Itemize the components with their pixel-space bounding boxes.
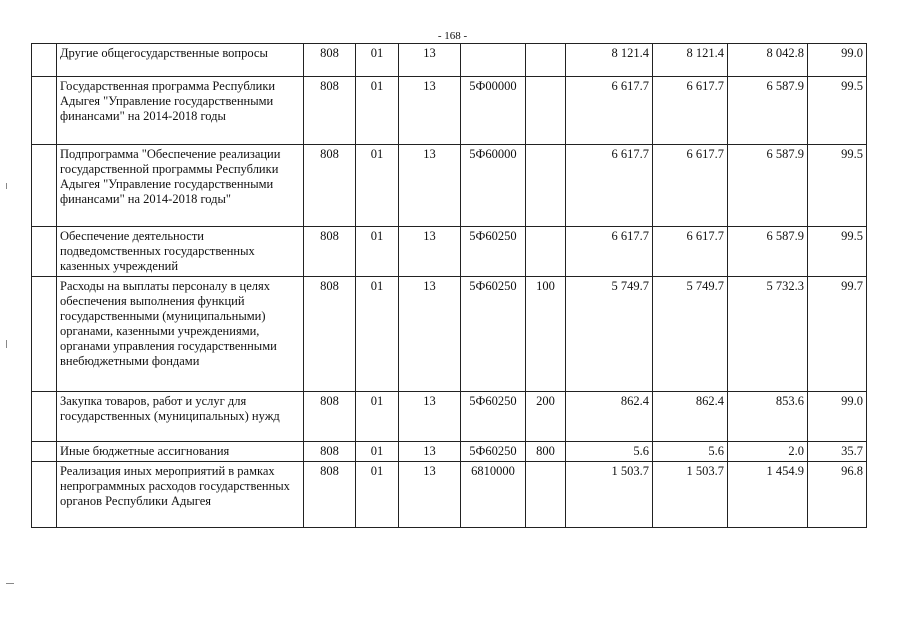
value-executed: 6 587.9 — [728, 227, 808, 277]
section-code: 01 — [356, 462, 399, 528]
value-refined: 5 749.7 — [653, 277, 728, 392]
expense-type: 200 — [526, 392, 566, 442]
index-cell — [32, 44, 57, 77]
value-approved: 6 617.7 — [566, 227, 653, 277]
expense-type — [526, 145, 566, 227]
target-article: 6810000 — [461, 462, 526, 528]
execution-percent: 99.7 — [808, 277, 867, 392]
index-cell — [32, 227, 57, 277]
execution-percent: 99.5 — [808, 145, 867, 227]
row-name: Государственная программа Республики Адыгея "Управление государственными финансами" на 2014-2018 годы — [57, 77, 304, 145]
value-executed: 853.6 — [728, 392, 808, 442]
target-article: 5Ф60000 — [461, 145, 526, 227]
execution-percent: 99.0 — [808, 44, 867, 77]
subsection-code: 13 — [399, 77, 461, 145]
value-executed: 1 454.9 — [728, 462, 808, 528]
value-executed: 5 732.3 — [728, 277, 808, 392]
section-code: 01 — [356, 145, 399, 227]
index-cell — [32, 277, 57, 392]
row-name: Реализация иных мероприятий в рамках непрограммных расходов государственных органов Республики Адыгея — [57, 462, 304, 528]
section-code: 01 — [356, 44, 399, 77]
expense-type — [526, 462, 566, 528]
table-row — [32, 44, 867, 77]
subsection-code: 13 — [399, 44, 461, 77]
section-code: 01 — [356, 227, 399, 277]
value-refined: 6 617.7 — [653, 227, 728, 277]
subsection-code: 13 — [399, 145, 461, 227]
value-executed: 8 042.8 — [728, 44, 808, 77]
subsection-code: 13 — [399, 277, 461, 392]
value-approved: 5.6 — [566, 442, 653, 462]
index-cell — [32, 392, 57, 442]
value-refined: 6 617.7 — [653, 77, 728, 145]
ved-code: 808 — [304, 145, 356, 227]
expense-type: 100 — [526, 277, 566, 392]
value-refined: 1 503.7 — [653, 462, 728, 528]
target-article — [461, 44, 526, 77]
section-code: 01 — [356, 392, 399, 442]
ved-code: 808 — [304, 392, 356, 442]
budget-table — [31, 43, 867, 528]
table-row — [32, 145, 867, 227]
target-article: 5Ф60250 — [461, 392, 526, 442]
row-name: Подпрограмма "Обеспечение реализации государственной программы Республики Адыгея "Управление государственными финансами" на 2014-2018 годы" — [57, 145, 304, 227]
subsection-code: 13 — [399, 392, 461, 442]
table-row — [32, 462, 867, 528]
margin-scan-mark — [6, 583, 14, 584]
value-approved: 8 121.4 — [566, 44, 653, 77]
execution-percent: 96.8 — [808, 462, 867, 528]
ved-code: 808 — [304, 77, 356, 145]
value-approved: 5 749.7 — [566, 277, 653, 392]
execution-percent: 99.5 — [808, 77, 867, 145]
table-row — [32, 277, 867, 392]
table-row — [32, 227, 867, 277]
table-row — [32, 77, 867, 145]
value-refined: 6 617.7 — [653, 145, 728, 227]
index-cell — [32, 145, 57, 227]
value-approved: 1 503.7 — [566, 462, 653, 528]
subsection-code: 13 — [399, 462, 461, 528]
ved-code: 808 — [304, 442, 356, 462]
index-cell — [32, 77, 57, 145]
expense-type: 800 — [526, 442, 566, 462]
ved-code: 808 — [304, 277, 356, 392]
target-article: 5Ф00000 — [461, 77, 526, 145]
value-executed: 2.0 — [728, 442, 808, 462]
value-executed: 6 587.9 — [728, 145, 808, 227]
row-name: Обеспечение деятельности подведомственных государственных казенных учреждений — [57, 227, 304, 277]
target-article: 5Ф60250 — [461, 227, 526, 277]
value-approved: 6 617.7 — [566, 145, 653, 227]
value-executed: 6 587.9 — [728, 77, 808, 145]
ved-code: 808 — [304, 227, 356, 277]
row-name: Другие общегосударственные вопросы — [57, 44, 304, 77]
section-code: 01 — [356, 442, 399, 462]
section-code: 01 — [356, 277, 399, 392]
value-approved: 6 617.7 — [566, 77, 653, 145]
value-refined: 862.4 — [653, 392, 728, 442]
expense-type — [526, 227, 566, 277]
ved-code: 808 — [304, 462, 356, 528]
table-row — [32, 442, 867, 462]
subsection-code: 13 — [399, 227, 461, 277]
target-article: 5Ф60250 — [461, 442, 526, 462]
margin-scan-mark — [6, 183, 7, 189]
margin-scan-mark — [6, 340, 7, 348]
page-number: - 168 - — [437, 30, 468, 42]
index-cell — [32, 462, 57, 528]
row-name: Расходы на выплаты персоналу в целях обеспечения выполнения функций государственными (муниципальными) органами, казенными учреждениями, органами управления государственными внебюджетными фондами — [57, 277, 304, 392]
subsection-code: 13 — [399, 442, 461, 462]
value-approved: 862.4 — [566, 392, 653, 442]
execution-percent: 35.7 — [808, 442, 867, 462]
value-refined: 8 121.4 — [653, 44, 728, 77]
execution-percent: 99.0 — [808, 392, 867, 442]
index-cell — [32, 442, 57, 462]
row-name: Иные бюджетные ассигнования — [57, 442, 304, 462]
table-row — [32, 392, 867, 442]
ved-code: 808 — [304, 44, 356, 77]
section-code: 01 — [356, 77, 399, 145]
execution-percent: 99.5 — [808, 227, 867, 277]
row-name: Закупка товаров, работ и услуг для государственных (муниципальных) нужд — [57, 392, 304, 442]
target-article: 5Ф60250 — [461, 277, 526, 392]
expense-type — [526, 77, 566, 145]
expense-type — [526, 44, 566, 77]
value-refined: 5.6 — [653, 442, 728, 462]
